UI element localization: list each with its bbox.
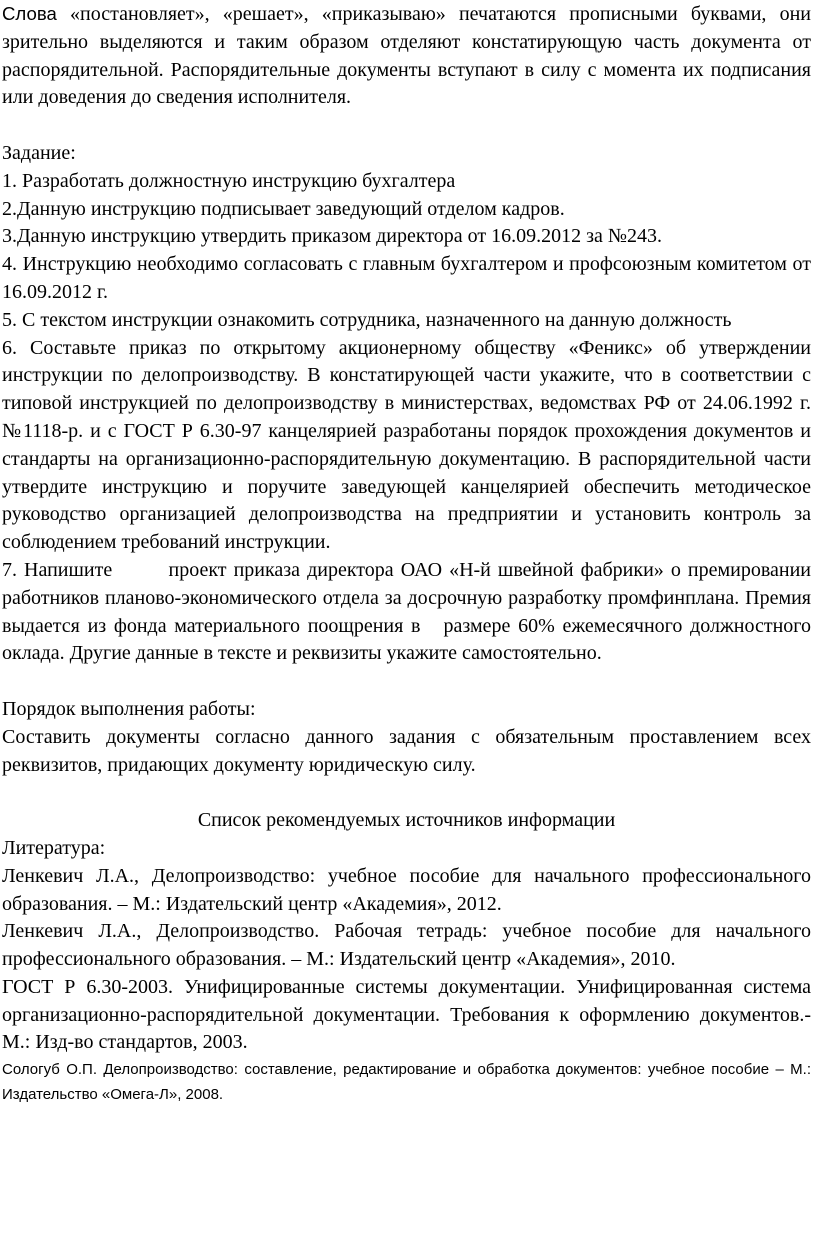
source-item-2: Ленкевич Л.А., Делопроизводство. Рабочая тетрадь: учебное пособие для начального профессионального образования. – М.: Издательский центр «Академия», 2010. bbox=[2, 920, 811, 971]
source-item-4: Сологуб О.П. Делопроизводство: составление, редактирование и обработка документов: учебное пособие – М.: Издательство «Омега-Л», 2008. bbox=[2, 1061, 811, 1104]
sources-title: Список рекомендуемых источников информации bbox=[197, 809, 616, 832]
intro-text: «постановляет», «решает», «приказываю» печатаются прописными буквами, они зрительно выделяются и таким образом отделяют констатирующую часть документа от распорядительной. Распорядительные документы вступают в силу с момента их подписания или доведения до сведения исполнителя. bbox=[2, 3, 811, 109]
task-heading: Задание: bbox=[2, 141, 76, 164]
task-item-2: 2.Данную инструкцию подписывает заведующий отделом кадров. bbox=[2, 197, 565, 220]
procedure-heading: Порядок выполнения работы: bbox=[2, 697, 256, 720]
task-item-6: 6. Составьте приказ по открытому акционерному обществу «Феникс» об утверждении инструкции по делопроизводству. В констатирующей части укажите, что в соответствии с типовой инструкцией по делопроизводству в министерствах, ведомствах РФ от 24.06.1992 г. №1118-р. и с ГОСТ Р 6.30-97 канцелярией разработаны порядок прохождения документов и стандарты на организационно-распорядительную документацию. В распорядительной части утвердите инструкцию и поручите заведующей канцелярией обеспечить методическое руководство организацией делопроизводства на предприятии и установить контроль за соблюдением требований инструкции. bbox=[2, 336, 811, 554]
intro-paragraph bbox=[2, 0, 811, 112]
source-item-1: Ленкевич Л.А., Делопроизводство: учебное пособие для начального профессионального образования. – М.: Издательский центр «Академия», 2012. bbox=[2, 864, 811, 915]
task-item-4: 4. Инструкцию необходимо согласовать с главным бухгалтером и профсоюзным комитетом от 16.09.2012 г. bbox=[2, 253, 811, 303]
task-item-1: 1. Разработать должностную инструкцию бухгалтера bbox=[2, 169, 456, 192]
spacer bbox=[2, 779, 811, 807]
spacer bbox=[2, 112, 811, 140]
literature-label: Литература: bbox=[2, 836, 106, 859]
task-item-5: 5. С текстом инструкции ознакомить сотрудника, назначенного на данную должность bbox=[2, 308, 732, 331]
task-item-3: 3.Данную инструкцию утвердить приказом директора от 16.09.2012 за №243. bbox=[2, 225, 663, 248]
spacer bbox=[2, 668, 811, 696]
procedure-text: Составить документы согласно данного задания с обязательным проставлением всех реквизитов, придающих документу юридическую силу. bbox=[2, 725, 811, 776]
intro-first-word: Слова bbox=[2, 3, 57, 24]
task-item-7: 7. Напишите проект приказа директора ОАО «Н-й швейной фабрики» о премировании работников планово-экономического отдела за досрочную разработку промфинплана. Премия выдается из фонда материального поощрения в размере 60% ежемесячного должностного оклада. Другие данные в тексте и реквизиты укажите самостоятельно. bbox=[2, 558, 816, 665]
source-item-3: ГОСТ Р 6.30-2003. Унифицированные системы документации. Унифицированная система организационно-распорядительной документации. Требования к оформлению документов.- М.: Изд-во стандартов, 2003. bbox=[2, 975, 811, 1054]
